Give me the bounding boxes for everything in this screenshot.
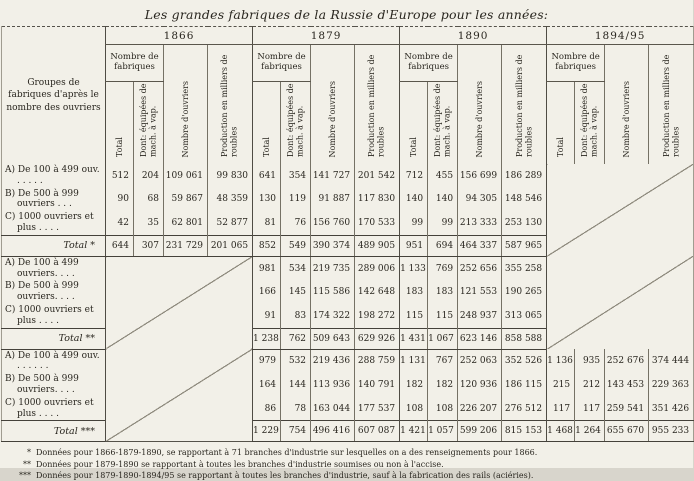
dont-column-label: Dont: équipées de mach. à vap. xyxy=(580,83,599,157)
production-column-label: Production en milliers de roubles xyxy=(514,54,534,157)
data-row-block-3 xyxy=(2,349,694,373)
data-cell: 212 xyxy=(575,373,605,397)
data-cell: 215 xyxy=(547,373,575,397)
data-cell: 219 436 xyxy=(311,349,355,373)
data-cell: 113 936 xyxy=(311,373,355,397)
data-cell: 140 xyxy=(428,188,458,212)
footnote-3 xyxy=(3,470,692,481)
total-label: Total ** xyxy=(2,328,106,349)
ouvriers-column-label: Nombre d'ouvriers xyxy=(180,80,190,157)
data-cell: 455 xyxy=(428,164,458,188)
data-cell: 115 xyxy=(428,304,458,328)
total-cell: 629 926 xyxy=(355,328,400,349)
data-cell: 108 xyxy=(400,397,428,421)
table-header xyxy=(2,27,694,165)
row-label: C) 1000 ouvriers et plus . . . . xyxy=(5,397,94,419)
ouvriers-column-label: Nombre d'ouvriers xyxy=(474,80,484,157)
data-row-block-3 xyxy=(2,397,694,421)
data-cell: 253 130 xyxy=(502,211,547,235)
data-cell: 119 xyxy=(281,188,311,212)
data-cell: 83 xyxy=(281,304,311,328)
data-cell: 276 512 xyxy=(502,397,547,421)
footnotes xyxy=(3,447,692,481)
data-cell: 163 044 xyxy=(311,397,355,421)
footnote-1-marker: * xyxy=(27,448,31,458)
total-cell: 1 057 xyxy=(428,421,458,442)
data-cell: 198 272 xyxy=(355,304,400,328)
total-cell: 1 067 xyxy=(428,328,458,349)
data-cell: 226 207 xyxy=(458,397,502,421)
total-cell: 549 xyxy=(281,235,311,256)
data-cell: 213 333 xyxy=(458,211,502,235)
data-cell: 117 830 xyxy=(355,188,400,212)
production-column-label: Production en milliers de roubles xyxy=(220,54,240,157)
data-cell: 313 065 xyxy=(502,304,547,328)
total-cell: 655 670 xyxy=(605,421,649,442)
data-cell: 186 115 xyxy=(502,373,547,397)
total-cell: 858 588 xyxy=(502,328,547,349)
production-column-label: Production en milliers de roubles xyxy=(661,54,681,157)
footnote-1 xyxy=(3,447,692,458)
row-label: A) De 100 à 499 ouv. . . . . . xyxy=(5,165,100,186)
total-column-label: Total xyxy=(555,136,565,157)
total-cell: 644 xyxy=(106,235,134,256)
data-cell: 117 xyxy=(547,397,575,421)
row-label: A) De 100 à 499 ouvriers. . . . xyxy=(5,257,79,279)
data-cell: 352 526 xyxy=(502,349,547,373)
data-cell: 248 937 xyxy=(458,304,502,328)
year-header-1866: 1866 xyxy=(106,27,253,45)
total-cell: 815 153 xyxy=(502,421,547,442)
table-title: Les grandes fabriques de la Russie d'Europe pour les années: xyxy=(144,7,549,22)
data-cell: 99 xyxy=(428,211,458,235)
footnote-3-text: Données pour 1879-1890-1894/95 se rapportant à toutes les branches d'industrie, sauf à la fabrication des rails (aciéries). xyxy=(36,470,534,480)
data-cell: 68 xyxy=(134,188,164,212)
total-column-header xyxy=(400,82,428,165)
ouvriers-column-header xyxy=(311,45,355,165)
data-cell: 35 xyxy=(134,211,164,235)
data-cell: 641 xyxy=(253,164,281,188)
total-cell: 509 643 xyxy=(311,328,355,349)
stub-header: Groupes de fabriques d'après le nombre des ouvriers xyxy=(6,78,101,113)
total-cell: 607 087 xyxy=(355,421,400,442)
ouvriers-column-header xyxy=(605,45,649,165)
data-cell: 142 648 xyxy=(355,280,400,304)
data-cell: 91 887 xyxy=(311,188,355,212)
data-cell: 59 867 xyxy=(164,188,208,212)
data-cell: 1 131 xyxy=(400,349,428,373)
production-column-header xyxy=(502,45,547,165)
empty-region-diagonal xyxy=(547,164,694,256)
statistics-table xyxy=(1,26,694,442)
data-cell: 534 xyxy=(281,256,311,280)
data-cell: 532 xyxy=(281,349,311,373)
total-row-block-3 xyxy=(2,421,694,442)
data-cell: 374 444 xyxy=(649,349,694,373)
data-cell: 229 363 xyxy=(649,373,694,397)
data-cell: 170 533 xyxy=(355,211,400,235)
data-cell: 48 359 xyxy=(208,188,253,212)
data-cell: 140 791 xyxy=(355,373,400,397)
data-cell: 252 676 xyxy=(605,349,649,373)
data-cell: 201 542 xyxy=(355,164,400,188)
total-column-label: Total xyxy=(261,136,271,157)
total-column-header xyxy=(106,82,134,165)
data-row-block-3 xyxy=(2,373,694,397)
data-cell: 144 xyxy=(281,373,311,397)
data-cell: 156 699 xyxy=(458,164,502,188)
data-cell: 156 760 xyxy=(311,211,355,235)
data-cell: 712 xyxy=(400,164,428,188)
header-year-row xyxy=(2,27,694,45)
total-column-label: Total xyxy=(114,136,124,157)
data-cell: 354 xyxy=(281,164,311,188)
total-column-label: Total xyxy=(408,136,418,157)
footnote-1-text: Données pour 1866-1879-1890, se rapportant à 71 branches d'industrie sur lesquelles on a des renseignements pour 1866. xyxy=(36,448,538,458)
nombre-de-fabriques-header: Nombre de fabriques xyxy=(547,45,605,82)
data-cell: 99 830 xyxy=(208,164,253,188)
data-cell: 42 xyxy=(106,211,134,235)
data-cell: 109 061 xyxy=(164,164,208,188)
total-cell: 762 xyxy=(281,328,311,349)
data-cell: 204 xyxy=(134,164,164,188)
footnote-2-text: Données pour 1879-1890 se rapportant à toutes les branches d'industrie soumises ou non à l'accise. xyxy=(36,459,444,469)
dont-column-label: Dont: équipées de mach. à vap. xyxy=(433,83,452,157)
dont-column-label: Dont: équipées de mach. à vap. xyxy=(138,83,158,157)
dont-column-label: Dont: équipées de mach. à vap. xyxy=(285,83,305,157)
data-cell: 86 xyxy=(253,397,281,421)
data-cell: 1 133 xyxy=(400,256,428,280)
data-cell: 219 735 xyxy=(311,256,355,280)
data-cell: 121 553 xyxy=(458,280,502,304)
total-label: Total *** xyxy=(2,421,106,442)
year-header-1894/95: 1894/95 xyxy=(547,27,694,45)
data-cell: 177 537 xyxy=(355,397,400,421)
total-cell: 464 337 xyxy=(458,235,502,256)
year-header-1879: 1879 xyxy=(253,27,400,45)
data-cell: 512 xyxy=(106,164,134,188)
empty-region-diagonal xyxy=(547,256,694,349)
data-cell: 99 xyxy=(400,211,428,235)
total-cell: 1 229 xyxy=(253,421,281,442)
total-cell: 1 264 xyxy=(575,421,605,442)
row-label: A) De 100 à 499 ouv. . . . . . . xyxy=(5,350,100,372)
data-row-block-2 xyxy=(2,256,694,280)
data-cell: 767 xyxy=(428,349,458,373)
table-body xyxy=(2,164,694,442)
row-label: C) 1000 ouvriers et plus . . . . xyxy=(5,304,94,326)
data-cell: 148 546 xyxy=(502,188,547,212)
total-label: Total * xyxy=(2,235,106,256)
data-cell: 288 759 xyxy=(355,349,400,373)
row-label: C) 1000 ouvriers et plus . . . . xyxy=(5,212,94,233)
data-cell: 289 006 xyxy=(355,256,400,280)
total-cell: 201 065 xyxy=(208,235,253,256)
total-cell: 599 206 xyxy=(458,421,502,442)
total-cell: 390 374 xyxy=(311,235,355,256)
dont-column-header xyxy=(575,82,605,165)
row-label: B) De 500 à 999 ouvriers. . . . xyxy=(5,374,79,395)
data-cell: 117 xyxy=(575,397,605,421)
data-cell: 1 136 xyxy=(547,349,575,373)
dont-column-header xyxy=(281,82,311,165)
data-cell: 183 xyxy=(400,280,428,304)
total-column-header xyxy=(547,82,575,165)
footnote-3-marker: *** xyxy=(19,470,31,480)
year-header-1890: 1890 xyxy=(400,27,547,45)
data-cell: 76 xyxy=(281,211,311,235)
empty-region-diagonal xyxy=(106,349,253,442)
dont-column-header xyxy=(134,82,164,165)
total-cell: 489 905 xyxy=(355,235,400,256)
ouvriers-column-header xyxy=(458,45,502,165)
total-cell: 1 431 xyxy=(400,328,428,349)
data-cell: 120 936 xyxy=(458,373,502,397)
data-cell: 108 xyxy=(428,397,458,421)
data-cell: 166 xyxy=(253,280,281,304)
data-cell: 140 xyxy=(400,188,428,212)
data-cell: 183 xyxy=(428,280,458,304)
production-column-header xyxy=(649,45,694,165)
data-cell: 182 xyxy=(400,373,428,397)
data-cell: 981 xyxy=(253,256,281,280)
data-cell: 62 801 xyxy=(164,211,208,235)
data-cell: 115 xyxy=(400,304,428,328)
footnote-2-marker: ** xyxy=(23,459,31,469)
data-cell: 145 xyxy=(281,280,311,304)
dont-column-header xyxy=(428,82,458,165)
data-cell: 174 322 xyxy=(311,304,355,328)
total-cell: 955 233 xyxy=(649,421,694,442)
data-cell: 979 xyxy=(253,349,281,373)
ouvriers-column-label: Nombre d'ouvriers xyxy=(621,80,631,157)
total-cell: 754 xyxy=(281,421,311,442)
total-cell: 1 238 xyxy=(253,328,281,349)
production-column-header xyxy=(355,45,400,165)
nombre-de-fabriques-header: Nombre de fabriques xyxy=(253,45,311,82)
data-cell: 252 063 xyxy=(458,349,502,373)
data-cell: 141 727 xyxy=(311,164,355,188)
data-cell: 190 265 xyxy=(502,280,547,304)
total-cell: 231 729 xyxy=(164,235,208,256)
data-cell: 355 258 xyxy=(502,256,547,280)
total-cell: 623 146 xyxy=(458,328,502,349)
production-column-label: Production en milliers de roubles xyxy=(367,54,387,157)
total-cell: 951 xyxy=(400,235,428,256)
total-cell: 496 416 xyxy=(311,421,355,442)
row-label: B) De 500 à 999 ouvriers . . . xyxy=(5,188,79,210)
data-cell: 91 xyxy=(253,304,281,328)
data-cell: 52 877 xyxy=(208,211,253,235)
data-cell: 935 xyxy=(575,349,605,373)
production-column-header xyxy=(208,45,253,165)
total-column-header xyxy=(253,82,281,165)
data-cell: 78 xyxy=(281,397,311,421)
data-cell: 769 xyxy=(428,256,458,280)
data-cell: 186 289 xyxy=(502,164,547,188)
row-label: B) De 500 à 999 ouvriers. . . . xyxy=(5,281,79,303)
ouvriers-column-header xyxy=(164,45,208,165)
data-cell: 351 426 xyxy=(649,397,694,421)
empty-region-diagonal xyxy=(106,256,253,349)
data-cell: 115 586 xyxy=(311,280,355,304)
data-cell: 259 541 xyxy=(605,397,649,421)
data-cell: 182 xyxy=(428,373,458,397)
data-cell: 94 305 xyxy=(458,188,502,212)
footnote-2 xyxy=(3,459,692,470)
data-cell: 81 xyxy=(253,211,281,235)
data-row-block-1 xyxy=(2,164,694,188)
header-group-row xyxy=(2,45,694,82)
data-cell: 143 453 xyxy=(605,373,649,397)
total-cell: 694 xyxy=(428,235,458,256)
total-cell: 852 xyxy=(253,235,281,256)
nombre-de-fabriques-header: Nombre de fabriques xyxy=(400,45,458,82)
data-cell: 90 xyxy=(106,188,134,212)
total-cell: 587 965 xyxy=(502,235,547,256)
data-cell: 252 656 xyxy=(458,256,502,280)
data-cell: 164 xyxy=(253,373,281,397)
data-cell: 130 xyxy=(253,188,281,212)
total-cell: 1 421 xyxy=(400,421,428,442)
nombre-de-fabriques-header: Nombre de fabriques xyxy=(106,45,164,82)
total-cell: 1 468 xyxy=(547,421,575,442)
ouvriers-column-label: Nombre d'ouvriers xyxy=(327,80,337,157)
total-cell: 307 xyxy=(134,235,164,256)
